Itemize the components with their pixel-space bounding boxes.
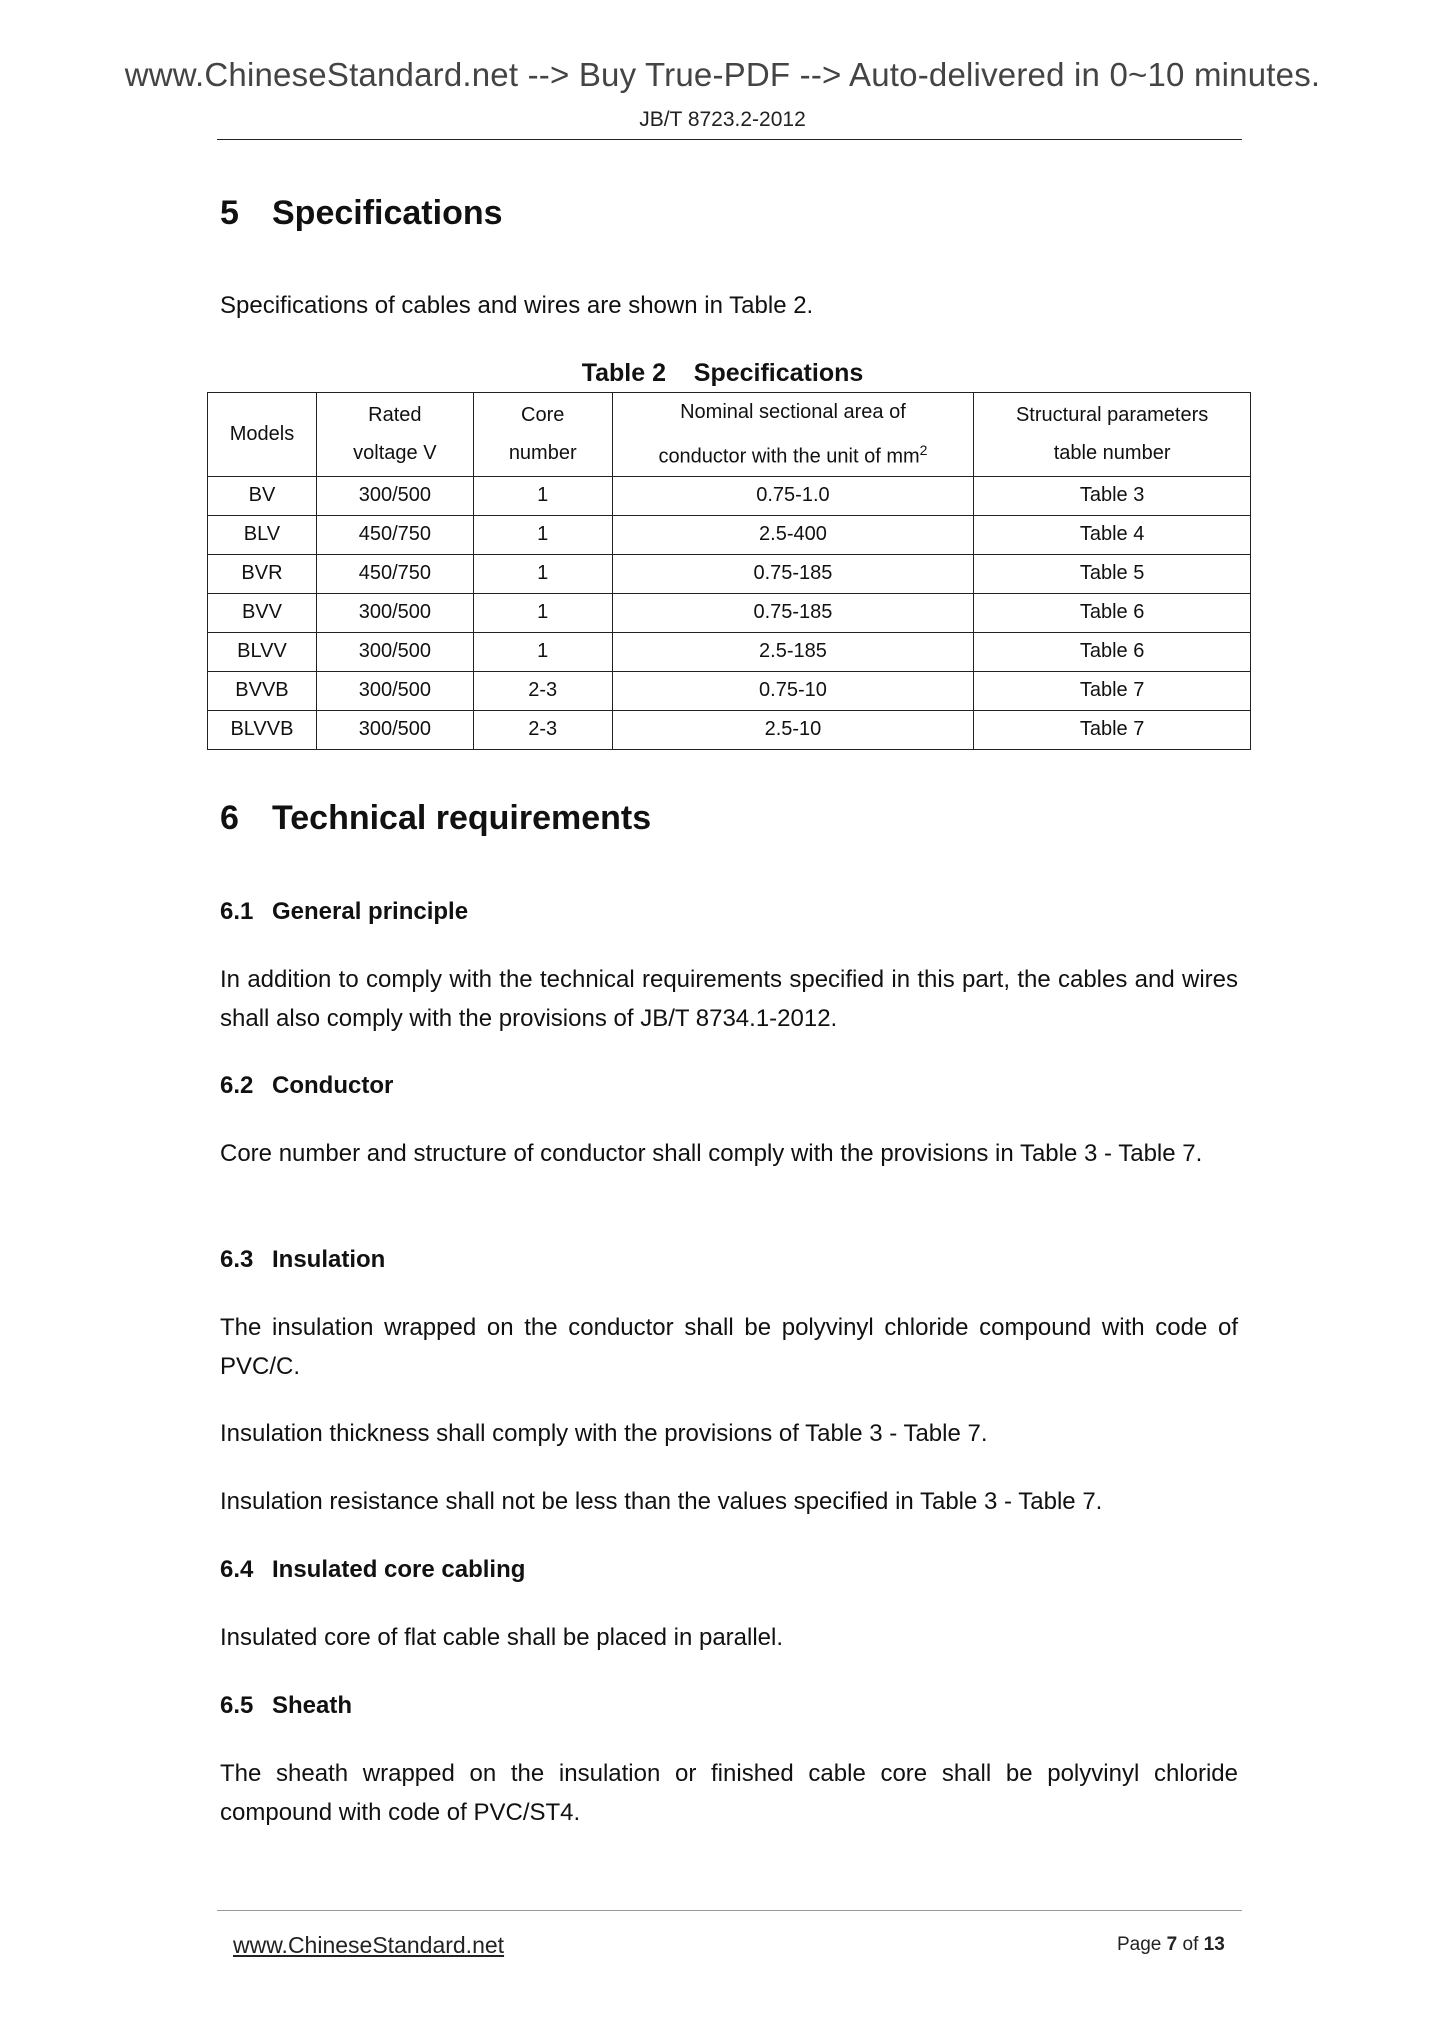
header-text: Nominal sectional area of [680, 401, 906, 423]
header-text: Core [521, 404, 565, 427]
section-title: Specifications [272, 194, 503, 232]
cell-area: 0.75-10 [612, 671, 974, 710]
header-text: table number [1053, 442, 1171, 465]
cell-core: 1 [473, 476, 612, 515]
footer-website-link[interactable]: www.ChineseStandard.net [233, 1932, 505, 1958]
subsection-6-3-text-1: The insulation wrapped on the conductor shall be polyvinyl chloride compound with code of PVC/C. [220, 1314, 1238, 1380]
header-rated-voltage [316, 393, 473, 477]
subsection-title: Insulation [272, 1246, 386, 1273]
subsection-6-3-text-2: Insulation thickness shall comply with the provisions of Table 3 - Table 7. [220, 1420, 988, 1447]
subsection-number: 6.1 [220, 898, 254, 925]
cell-core: 2-3 [473, 671, 612, 710]
cell-voltage: 300/500 [316, 593, 473, 632]
footer-divider [217, 1910, 1242, 1911]
cell-core: 1 [473, 632, 612, 671]
page-number: 7 [1166, 1934, 1178, 1955]
page-total: 13 [1203, 1934, 1225, 1955]
header-core-number [473, 393, 612, 477]
cell-area: 2.5-10 [612, 710, 974, 749]
subsection-title: Insulated core cabling [272, 1556, 526, 1583]
header-text: Structural parameters [1015, 404, 1209, 427]
header-text: conductor with the unit of mm [658, 445, 920, 468]
cell-voltage: 300/500 [316, 710, 473, 749]
cell-model: BLV [208, 515, 317, 554]
subsection-number: 6.2 [220, 1072, 254, 1099]
subsection-6-3-heading [220, 1246, 385, 1274]
section-5-heading [220, 194, 503, 233]
header-divider [217, 139, 1242, 140]
table-caption: Table 2 Specifications [581, 359, 864, 387]
header-text: number [508, 442, 577, 465]
cell-model: BLVV [208, 632, 317, 671]
table-row [208, 632, 1251, 671]
section-5-intro: Specifications of cables and wires are shown in Table 2. [220, 292, 814, 319]
subsection-6-1-text: In addition to comply with the technical requirements specified in this part, the cables and wires shall also comply with the provisions of JB/T 8734.1-2012. [220, 966, 1238, 1032]
superscript: 2 [919, 442, 928, 458]
subsection-6-4-text: Insulated core of flat cable shall be placed in parallel. [220, 1624, 784, 1651]
section-6-heading [220, 799, 651, 838]
header-sectional-area [612, 393, 974, 477]
cell-voltage: 300/500 [316, 476, 473, 515]
section-number: 6 [220, 799, 239, 837]
cell-table-ref: Table 7 [974, 710, 1251, 749]
table-row [208, 671, 1251, 710]
subsection-6-5-text: The sheath wrapped on the insulation or finished cable core shall be polyvinyl chloride compound with code of PVC/ST4. [220, 1760, 1238, 1826]
cell-area: 2.5-185 [612, 632, 974, 671]
cell-table-ref: Table 7 [974, 671, 1251, 710]
subsection-title: General principle [272, 898, 469, 925]
table-row [208, 710, 1251, 749]
cell-area: 2.5-400 [612, 515, 974, 554]
specifications-table [207, 392, 1251, 750]
subsection-6-4-heading [220, 1556, 525, 1584]
cell-table-ref: Table 6 [974, 632, 1251, 671]
cell-voltage: 450/750 [316, 554, 473, 593]
subsection-6-5-heading [220, 1692, 352, 1720]
cell-voltage: 300/500 [316, 671, 473, 710]
subsection-6-3-text-3: Insulation resistance shall not be less than the values specified in Table 3 - Table 7. [220, 1488, 1103, 1515]
cell-area: 0.75-1.0 [612, 476, 974, 515]
table-row [208, 515, 1251, 554]
cell-model: BVVB [208, 671, 317, 710]
section-number: 5 [220, 194, 239, 232]
subsection-title: Sheath [272, 1692, 353, 1719]
cell-core: 1 [473, 593, 612, 632]
cell-model: BVV [208, 593, 317, 632]
cell-model: BLVVB [208, 710, 317, 749]
cell-core: 2-3 [473, 710, 612, 749]
subsection-6-1-heading [220, 898, 468, 926]
cell-table-ref: Table 5 [974, 554, 1251, 593]
cell-table-ref: Table 6 [974, 593, 1251, 632]
header-structural-table [974, 393, 1251, 477]
cell-table-ref: Table 4 [974, 515, 1251, 554]
cell-core: 1 [473, 554, 612, 593]
page-indicator [1117, 1934, 1225, 1956]
table-row [208, 593, 1251, 632]
cell-model: BV [208, 476, 317, 515]
table-header-row [208, 393, 1251, 477]
subsection-title: Conductor [272, 1072, 394, 1099]
document-code: JB/T 8723.2-2012 [639, 108, 806, 131]
header-models: Models [208, 393, 317, 477]
cell-core: 1 [473, 515, 612, 554]
subsection-6-2-heading [220, 1072, 393, 1100]
cell-table-ref: Table 3 [974, 476, 1251, 515]
header-banner: www.ChineseStandard.net --> Buy True-PDF --> Auto-delivered in 0~10 minutes. [124, 56, 1321, 93]
cell-voltage: 300/500 [316, 632, 473, 671]
of-word: of [1182, 1934, 1199, 1955]
subsection-number: 6.4 [220, 1556, 254, 1583]
cell-area: 0.75-185 [612, 593, 974, 632]
table-row [208, 554, 1251, 593]
subsection-number: 6.5 [220, 1692, 254, 1719]
cell-model: BVR [208, 554, 317, 593]
cell-voltage: 450/750 [316, 515, 473, 554]
header-text: voltage V [353, 442, 437, 465]
cell-area: 0.75-185 [612, 554, 974, 593]
subsection-6-2-text: Core number and structure of conductor shall comply with the provisions in Table 3 - Table 7. [220, 1140, 1203, 1167]
section-title: Technical requirements [272, 799, 652, 837]
subsection-number: 6.3 [220, 1246, 254, 1273]
page-word: Page [1117, 1934, 1162, 1955]
header-text: Rated [368, 404, 422, 427]
table-row [208, 476, 1251, 515]
